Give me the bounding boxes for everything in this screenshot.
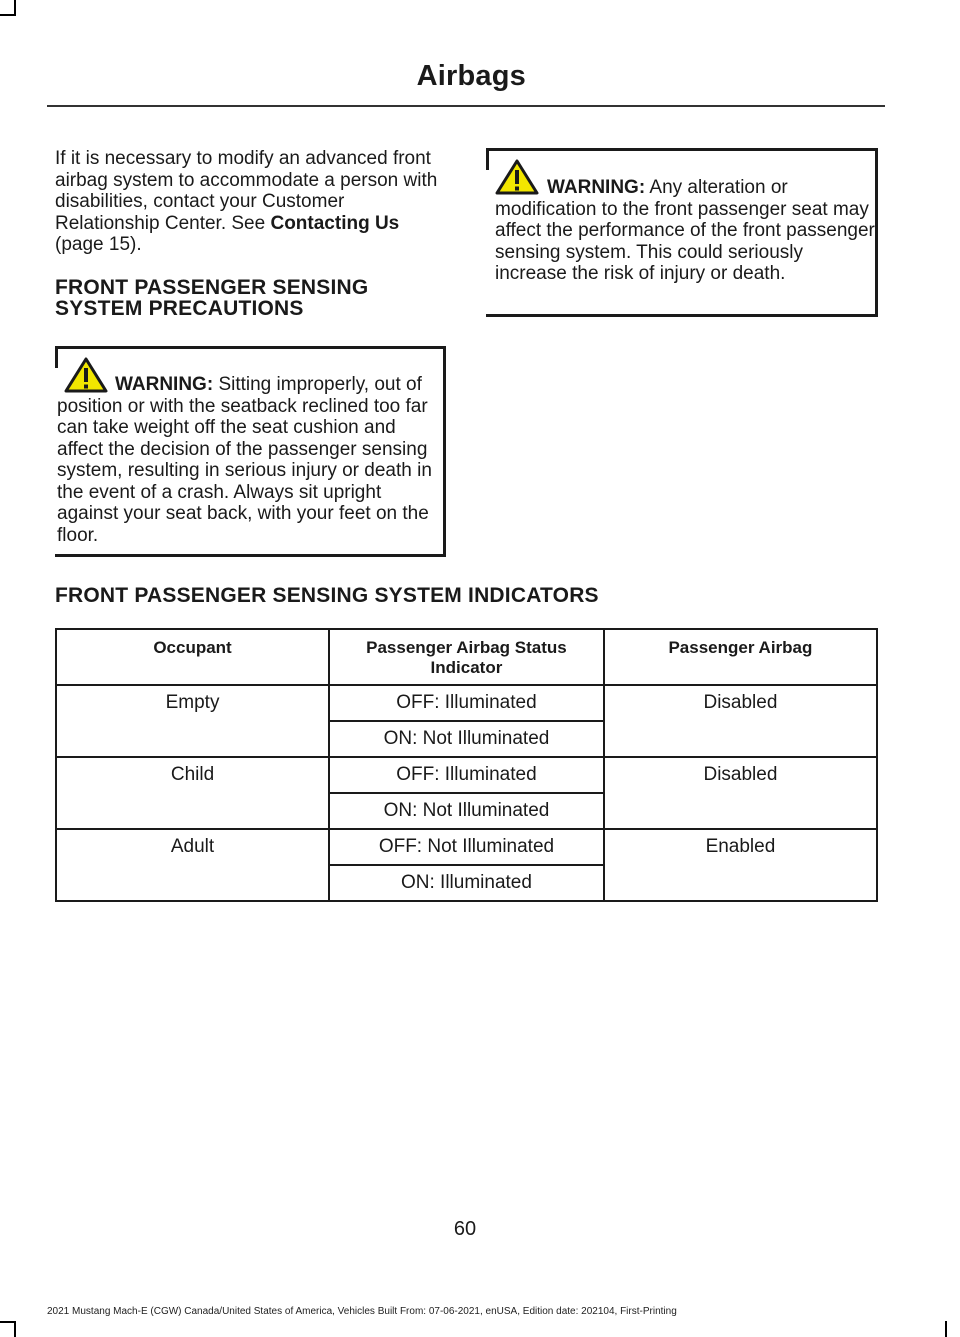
warning-label: WARNING: xyxy=(115,374,214,395)
crop-mark xyxy=(14,1321,16,1337)
status-cell: OFF: Illuminated xyxy=(329,685,604,721)
crop-mark xyxy=(0,1321,16,1323)
header-divider xyxy=(47,105,885,107)
warning-triangle-icon xyxy=(494,158,540,196)
airbag-cell: Disabled xyxy=(604,685,877,757)
crop-mark xyxy=(945,1321,947,1337)
occupant-cell: Adult xyxy=(56,829,329,901)
airbag-cell: Enabled xyxy=(604,829,877,901)
column-header-status-indicator: Passenger Airbag Status Indicator xyxy=(329,629,604,685)
indicators-table xyxy=(55,628,878,902)
precautions-heading: FRONT PASSENGER SENSING SYSTEM PRECAUTIONS xyxy=(55,275,369,320)
status-cell: ON: Not Illuminated xyxy=(329,721,604,757)
intro-text: If it is necessary to modify an advanced front airbag system to accommodate a person with disabilities, contact your Customer Relationship Center. See xyxy=(55,148,438,234)
contacting-us-link[interactable]: Contacting Us xyxy=(270,212,400,234)
status-cell: OFF: Not Illuminated xyxy=(329,829,604,865)
airbag-cell: Disabled xyxy=(604,757,877,829)
page-title: Airbags xyxy=(416,60,526,92)
warning-text: Any alteration or modification to the front passenger seat may affect the performance of the front passenger sensing system. This could seriously increase the risk of injury or death. xyxy=(495,177,875,284)
table-header-row xyxy=(56,629,877,685)
crop-mark xyxy=(0,14,16,16)
table-row xyxy=(56,685,877,721)
table-row xyxy=(56,829,877,865)
occupant-cell: Empty xyxy=(56,685,329,757)
intro-page-ref: (page 15). xyxy=(55,234,142,255)
warning-triangle-icon xyxy=(63,356,109,394)
page-number: 60 xyxy=(453,1218,477,1240)
warning-body xyxy=(495,177,875,285)
column-header-passenger-airbag: Passenger Airbag xyxy=(604,629,877,685)
left-column xyxy=(55,148,450,319)
occupant-cell: Child xyxy=(56,757,329,829)
indicators-heading: FRONT PASSENGER SENSING SYSTEM INDICATORS xyxy=(55,584,599,607)
status-cell: OFF: Illuminated xyxy=(329,757,604,793)
status-cell: ON: Not Illuminated xyxy=(329,793,604,829)
footer-text: 2021 Mustang Mach-E (CGW) Canada/United States of America, Vehicles Built From: 07-06-2021, enUSA, Edition date: 202104, First-Printing xyxy=(47,1306,677,1317)
modification-warning-box xyxy=(486,148,878,317)
intro-paragraph xyxy=(55,148,450,256)
warning-body xyxy=(57,374,437,546)
precautions-warning-box xyxy=(55,346,446,557)
warning-label: WARNING: xyxy=(547,177,646,198)
status-cell: ON: Illuminated xyxy=(329,865,604,901)
table-row xyxy=(56,757,877,793)
column-header-occupant: Occupant xyxy=(56,629,329,685)
warning-text: Sitting improperly, out of position or with the seatback reclined too far can take weight off the seat cushion and affect the decision of the passenger sensing system, resulting in serious injury or death in the event of a crash. Always sit upright against your seat back, with your feet on the floor. xyxy=(57,374,432,546)
